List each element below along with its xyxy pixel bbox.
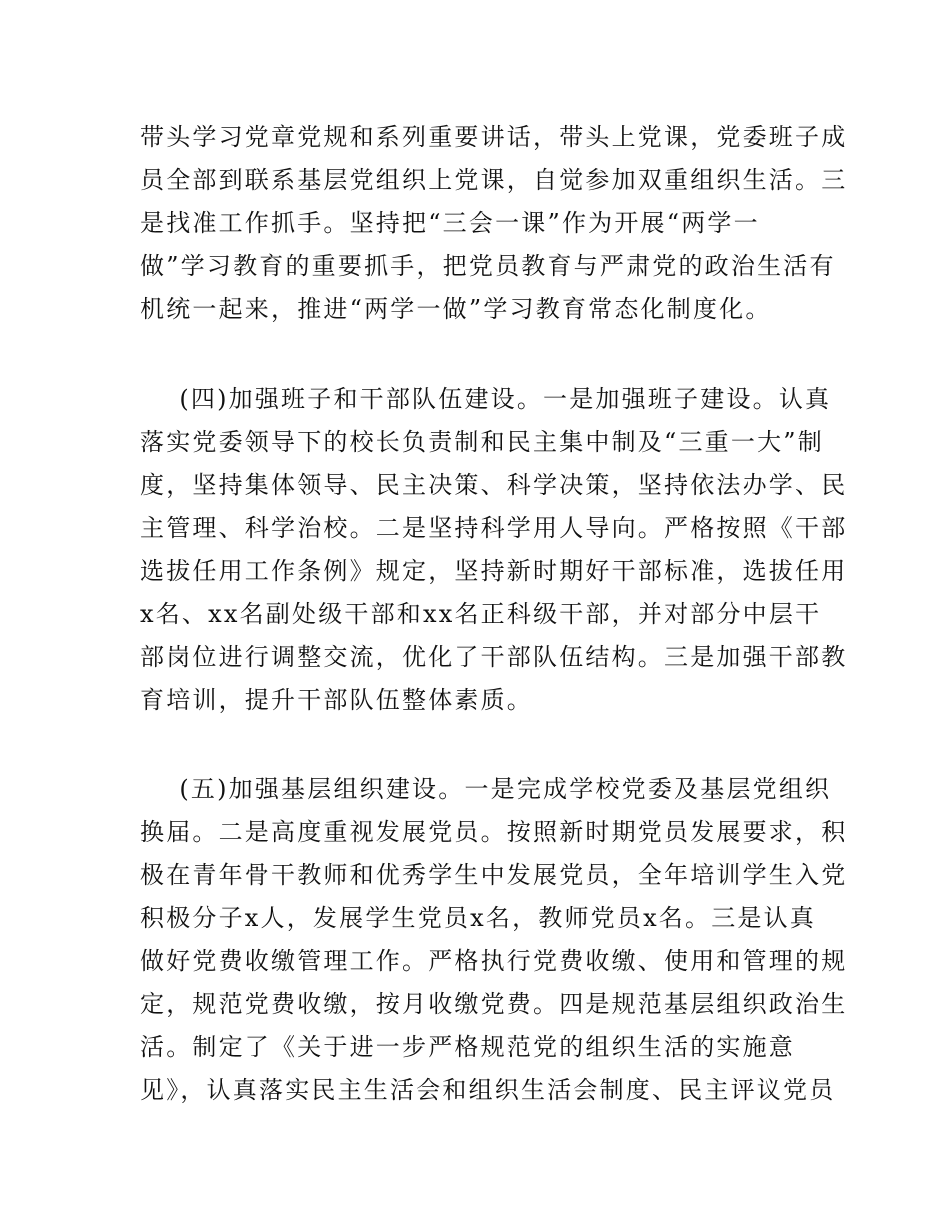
text-line: x名、xx名副处级干部和xx名正科级干部，并对部分中层干 — [140, 600, 822, 628]
text-line: 定，规范党费收缴，按月收缴党费。四是规范基层组织政治生 — [140, 990, 848, 1018]
text-line: 极在青年骨干教师和优秀学生中发展党员，全年培训学生入党 — [140, 861, 848, 889]
text-line: 是找准工作抓手。坚持把“三会一课”作为开展“两学一 — [140, 209, 760, 237]
text-line: 带头学习党章党规和系列重要讲话，带头上党课，党委班子成 — [140, 123, 848, 151]
text-line: 活。制定了《关于进一步严格规范党的组织生活的实施意 — [140, 1033, 795, 1061]
text-line: 做”学习教育的重要抓手，把党员教育与严肃党的政治生活有 — [140, 252, 836, 280]
text-line: 换届。二是高度重视发展党员。按照新时期党员发展要求，积 — [140, 818, 848, 846]
text-line: 育培训，提升干部队伍整体素质。 — [140, 686, 533, 714]
text-line: 主管理、科学治校。二是坚持科学用人导向。严格按照《干部 — [140, 514, 848, 542]
text-line: (四)加强班子和干部队伍建设。一是加强班子建设。认真 — [140, 385, 832, 413]
paragraph-section-4 — [140, 378, 848, 722]
text-line: 度，坚持集体领导、民主决策、科学决策，坚持依法办学、民 — [140, 471, 848, 499]
text-line: 部岗位进行调整交流，优化了干部队伍结构。三是加强干部教 — [140, 643, 848, 671]
paragraph-continued — [140, 116, 848, 331]
text-line: 见》，认真落实民主生活会和组织生活会制度、民主评议党员 — [140, 1076, 836, 1104]
text-line: 选拔任用工作条例》规定，坚持新时期好干部标准，选拔任用 — [140, 557, 848, 585]
text-line: (五)加强基层组织建设。一是完成学校党委及基层党组织 — [140, 775, 832, 803]
text-line: 做好党费收缴管理工作。严格执行党费收缴、使用和管理的规 — [140, 947, 848, 975]
text-line: 员全部到联系基层党组织上党课，自觉参加双重组织生活。三 — [140, 166, 848, 194]
text-line: 机统一起来，推进“两学一做”学习教育常态化制度化。 — [140, 295, 772, 323]
text-line: 落实党委领导下的校长负责制和民主集中制及“三重一大”制 — [140, 428, 824, 456]
paragraph-section-5 — [140, 768, 848, 1112]
text-line: 积极分子x人，发展学生党员x名，教师党员x名。三是认真 — [140, 904, 817, 932]
